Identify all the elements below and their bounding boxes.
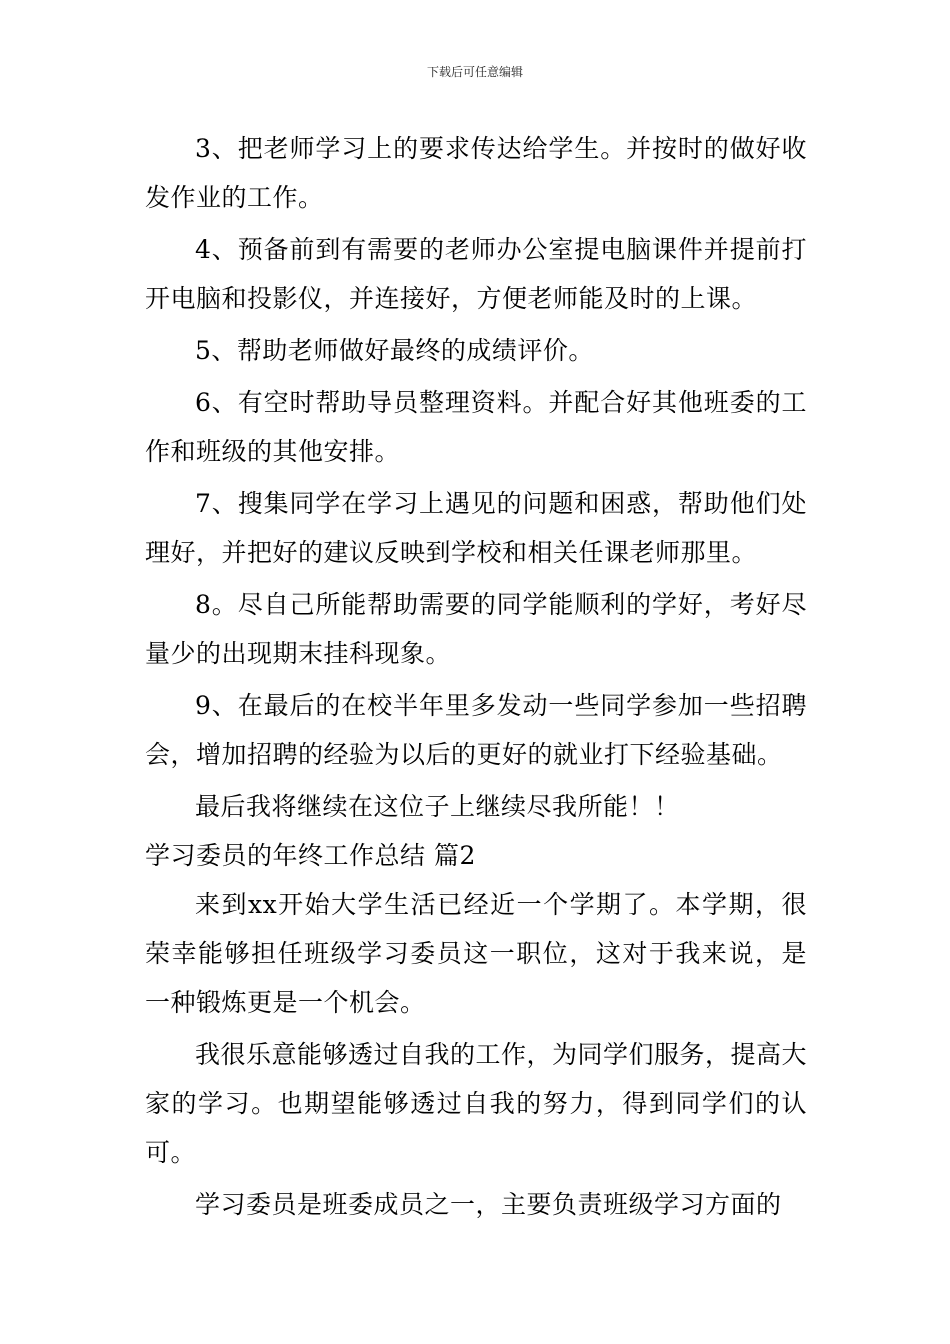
paragraph-item-8: 8。尽自己所能帮助需要的同学能顺利的学好，考好尽量少的出现期末挂科现象。: [145, 590, 807, 668]
paragraph-item-4: 4、预备前到有需要的老师办公室提电脑课件并提前打开电脑和投影仪，并连接好，方便老师能及时的上课。: [145, 235, 807, 313]
paragraph-item-6: 6、有空时帮助导员整理资料。并配合好其他班委的工作和班级的其他安排。: [145, 388, 807, 466]
document-body: [145, 124, 807, 1229]
header-note: 下载后可任意编辑: [426, 65, 523, 79]
paragraph-item-5: 5、帮助老师做好最终的成绩评价。: [195, 336, 594, 365]
paragraph-closing: 最后我将继续在这位子上继续尽我所能！！: [195, 792, 680, 821]
section-title: 学习委员的年终工作总结 篇2: [145, 841, 476, 870]
paragraph-role: 学习委员是班委成员之一，主要负责班级学习方面的: [195, 1190, 782, 1219]
paragraph-item-7: 7、搜集同学在学习上遇见的问题和困惑，帮助他们处理好，并把好的建议反映到学校和相关任课老师那里。: [145, 489, 807, 567]
paragraph-hope: 我很乐意能够透过自我的工作，为同学们服务，提高大家的学习。也期望能够透过自我的努力，得到同学们的认可。: [145, 1040, 808, 1167]
paragraph-item-9: 9、在最后的在校半年里多发动一些同学参加一些招聘会，增加招聘的经验为以后的更好的就业打下经验基础。: [145, 691, 807, 769]
paragraph-item-3: 3、把老师学习上的要求传达给学生。并按时的做好收发作业的工作。: [145, 134, 807, 212]
paragraph-intro: 来到xx开始大学生活已经近一个学期了。本学期，很荣幸能够担任班级学习委员这一职位，这对于我来说，是一种锻炼更是一个机会。: [145, 890, 807, 1017]
